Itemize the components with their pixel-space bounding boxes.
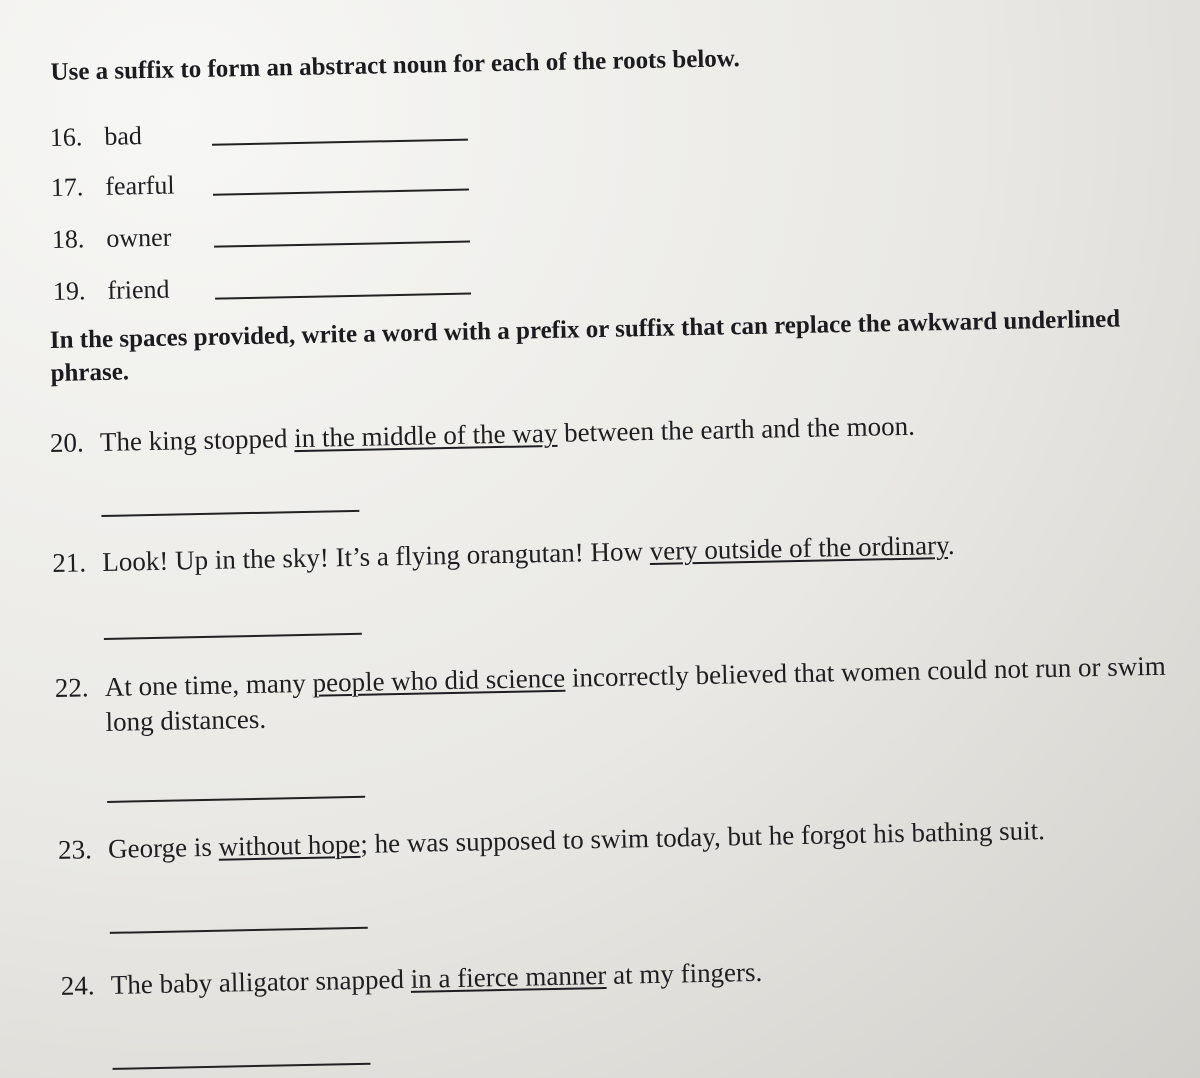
underlined-phrase: in a fierce manner xyxy=(410,959,607,994)
question-text-after: incorrectly believed that women could not run or swim long distances. xyxy=(105,650,1166,737)
question-text xyxy=(105,648,1181,740)
question-text xyxy=(111,946,1186,1003)
root-word: owner xyxy=(106,222,172,253)
question-number: 23. xyxy=(57,834,93,865)
question-text-before: George is xyxy=(107,831,219,864)
question-number: 21. xyxy=(52,547,87,578)
root-item xyxy=(52,213,553,257)
section1-instruction: Use a suffix to form an abstract noun for each of the roots below. xyxy=(50,45,740,86)
answer-blank[interactable] xyxy=(110,927,368,934)
question-text-before: At one time, many xyxy=(104,667,313,702)
question-text-before: Look! Up in the sky! It’s a flying orangutan! How xyxy=(102,536,650,577)
question-text-after: . xyxy=(947,529,955,561)
answer-blank[interactable] xyxy=(101,510,359,517)
root-word: fearful xyxy=(105,170,175,201)
question-text-after: between the earth and the moon. xyxy=(556,410,916,448)
item-number: 16. xyxy=(49,122,83,152)
question-text-after: ; he was supposed to swim today, but he forgot his bathing suit. xyxy=(360,815,1046,859)
root-item xyxy=(49,111,550,155)
root-item xyxy=(51,161,552,205)
question-text xyxy=(108,810,1183,867)
item-number: 19. xyxy=(52,276,86,306)
question-text xyxy=(100,403,1175,460)
underlined-phrase: without hope xyxy=(218,828,361,862)
question-item xyxy=(57,810,1178,865)
question-item xyxy=(54,648,1175,737)
question-text-after: at my fingers. xyxy=(605,956,763,990)
question-item xyxy=(52,524,1172,578)
item-number: 17. xyxy=(50,172,84,202)
root-item xyxy=(53,265,554,309)
answer-blank[interactable] xyxy=(104,633,362,640)
underlined-phrase: people who did science xyxy=(312,662,566,698)
root-word: bad xyxy=(104,121,143,151)
question-text-before: The baby alligator snapped xyxy=(110,963,411,1000)
answer-blank[interactable] xyxy=(213,189,469,196)
answer-blank[interactable] xyxy=(215,293,471,300)
question-item xyxy=(60,946,1181,1001)
answer-blank[interactable] xyxy=(107,796,365,803)
item-number: 18. xyxy=(51,224,85,254)
question-number: 20. xyxy=(49,427,85,459)
question-number: 22. xyxy=(54,672,89,703)
answer-blank[interactable] xyxy=(212,139,468,146)
answer-blank[interactable] xyxy=(214,241,470,248)
root-word: friend xyxy=(107,274,170,305)
section2-instruction: In the spaces provided, write a word with a prefix or suffix that can replace the awkward underlined phrase. xyxy=(49,305,1121,387)
question-item xyxy=(49,404,1170,459)
underlined-phrase: in the middle of the way xyxy=(293,417,558,454)
question-text xyxy=(102,523,1177,580)
question-text-before: The king stopped xyxy=(99,423,295,458)
answer-blank[interactable] xyxy=(113,1063,371,1070)
question-number: 24. xyxy=(60,970,95,1001)
underlined-phrase: very outside of the ordinary xyxy=(649,530,949,567)
